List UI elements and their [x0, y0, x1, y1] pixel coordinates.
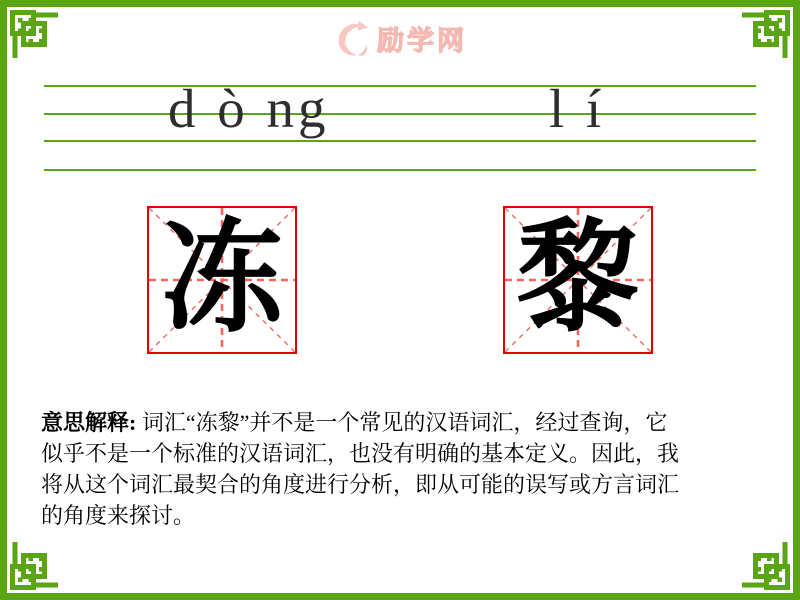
pinyin-guide-lines — [44, 85, 756, 171]
brand-watermark — [0, 18, 800, 58]
explanation-line: 的角度来探讨。 — [41, 503, 196, 528]
corner-ornament-bottom-left — [4, 542, 58, 596]
brand-swoosh-icon — [333, 19, 371, 57]
pinyin-guide-line — [44, 140, 756, 142]
pinyin-guide-line — [44, 85, 756, 87]
hanzi-dong: 冻 — [161, 212, 283, 347]
explanation-line: 似乎不是一个标准的汉语词汇，也没有明确的基本定义。因此，我 — [41, 441, 680, 466]
explanation-paragraph — [41, 407, 765, 531]
hanzi-box-li — [503, 206, 653, 354]
explanation-line — [41, 407, 765, 438]
pinyin-syllable-dong: d ò ng — [168, 78, 330, 139]
hanzi-box-dong — [147, 206, 297, 354]
pinyin-guide-line — [44, 169, 756, 171]
corner-ornament-bottom-right — [742, 542, 796, 596]
pinyin-syllable-li: l í — [549, 78, 606, 139]
explanation-line: 将从这个词汇最契合的角度进行分析，即从可能的误写或方言词汇 — [41, 472, 680, 497]
explanation-line-text: 词汇“冻黎”并不是一个常见的汉语词汇，经过查询，它 — [136, 410, 668, 435]
explanation-label: 意思解释: — [41, 410, 137, 435]
hanzi-li: 黎 — [517, 212, 639, 347]
pinyin-guide-line — [44, 113, 756, 115]
brand-text: 励学网 — [377, 25, 467, 56]
